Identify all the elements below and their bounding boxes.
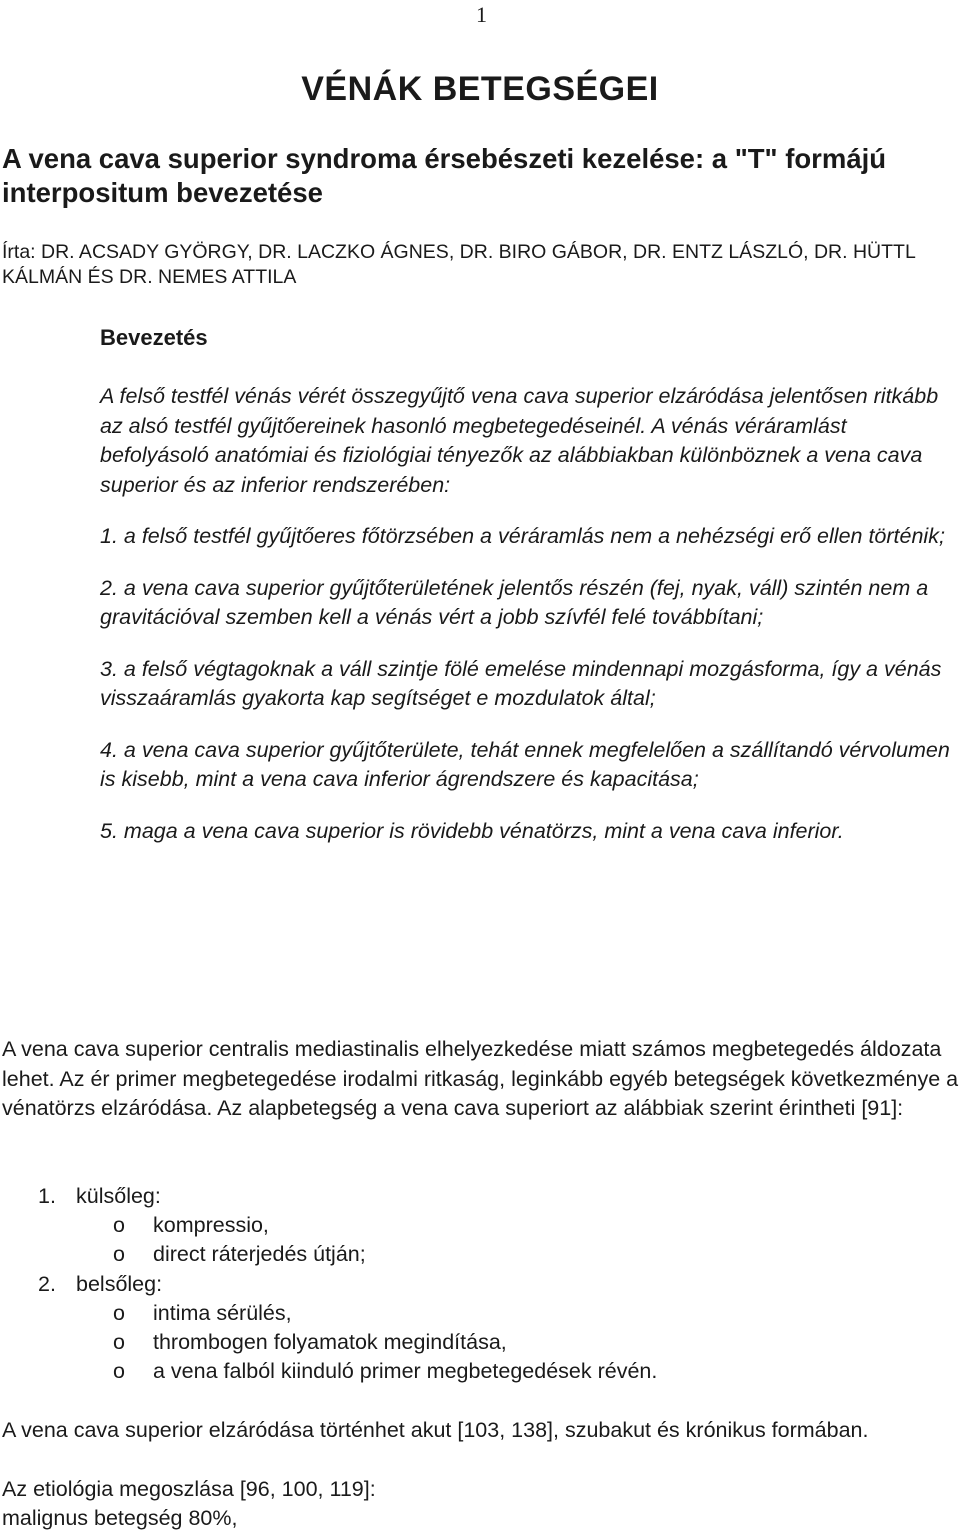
intro-paragraph: A felső testfél vénás vérét összegyűjtő vena cava superior elzáródása jelentősen ritkább az alsó testfél gyűjtőereinek hasonló megbetegedéseinél. A vénás véráramlást befolyásoló anatómiai és fiziológiai tényezők az alábbiakban különböznek a vena cava superior és az inferior rendszerében:: [100, 384, 939, 497]
page-number: 1: [476, 2, 487, 27]
list-number: 2.: [38, 1272, 56, 1296]
intro-point-4: 4. a vena cava superior gyűjtőterülete, tehát ennek megfelelően a szállítandó vérvolumen is kisebb, mint a vena cava inferior ágrendszere és kapacitása;: [100, 737, 950, 791]
bullet-o-icon: o: [113, 1213, 125, 1237]
intro-point-2: 2. a vena cava superior gyűjtőterületének jelentős részén (fej, nyak, váll) szintén nem a gravitációval szemben kell a vénás vért a jobb szívfél felé továbbítani;: [100, 575, 929, 629]
paragraph-malignant: malignus betegség 80%,: [2, 1506, 238, 1530]
list-number: 1.: [38, 1184, 56, 1208]
author-line: Írta: DR. ACSADY GYÖRGY, DR. LACZKO ÁGNES, DR. BIRO GÁBOR, DR. ENTZ LÁSZLÓ, DR. HÜTTL KÁLMÁN ÉS DR. NEMES ATTILA: [2, 241, 916, 288]
section-heading-bevezetes: Bevezetés: [100, 325, 208, 350]
intro-point-3: 3. a felső végtagoknak a váll szintje fölé emelése mindennapi mozgásforma, így a vénás visszaáramlás gyakorta kap segítséget e mozdulatok által;: [100, 656, 942, 710]
paragraph-onset: A vena cava superior elzáródása történhet akut [103, 138], szubakut és krónikus formában.: [2, 1418, 869, 1442]
list-label: külsőleg:: [76, 1184, 161, 1208]
sub-list-text: thrombogen folyamatok megindítása,: [153, 1330, 507, 1354]
sub-list-text: intima sérülés,: [153, 1301, 292, 1325]
paragraph-mediastinal: A vena cava superior centralis mediastinalis elhelyezkedése miatt számos megbetegedés áldozata lehet. Az ér primer megbetegedése irodalmi ritkaság, leginkább egyéb betegségek következménye a vénatörzs elzáródása. Az alapbetegség a vena cava superiort az alábbiak szerint érintheti [91]:: [2, 1037, 959, 1120]
sub-list-text: a vena falból kiinduló primer megbetegedések révén.: [153, 1359, 658, 1383]
article-subtitle: A vena cava superior syndroma érsebészeti kezelése: a "T" formájú interpositum bevezetése: [2, 143, 887, 208]
bullet-o-icon: o: [113, 1359, 125, 1383]
intro-block: [100, 382, 960, 846]
intro-point-1: 1. a felső testfél gyűjtőeres főtörzsében a véráramlás nem a nehézségi erő ellen történik;: [100, 524, 945, 548]
sub-list-text: direct ráterjedés útján;: [153, 1242, 366, 1266]
bullet-o-icon: o: [113, 1242, 125, 1266]
list-label: belsőleg:: [76, 1272, 163, 1296]
document-title: VÉNÁK BETEGSÉGEI: [301, 70, 659, 108]
sub-list-text: kompressio,: [153, 1213, 269, 1237]
intro-point-5: 5. maga a vena cava superior is rövidebb vénatörzs, mint a vena cava inferior.: [100, 818, 844, 843]
paragraph-etiology: Az etiológia megoszlása [96, 100, 119]:: [2, 1477, 376, 1501]
bullet-o-icon: o: [113, 1330, 125, 1354]
bullet-o-icon: o: [113, 1301, 125, 1325]
